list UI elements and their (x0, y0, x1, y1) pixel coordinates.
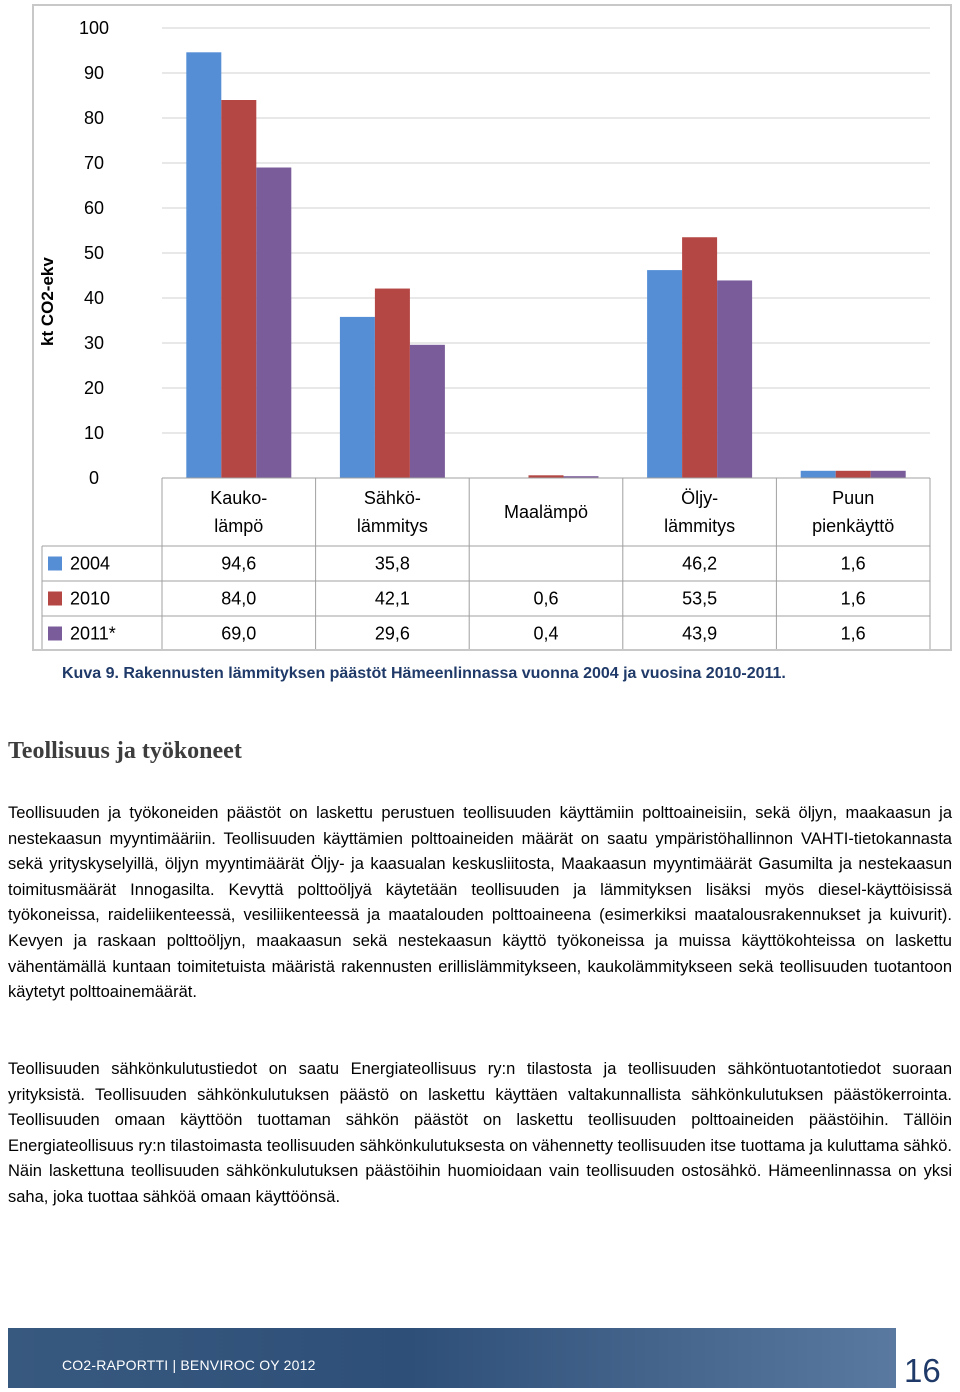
y-tick-label: 20 (83, 378, 105, 398)
y-tick-label: 70 (83, 153, 105, 173)
x-tick-label: Öljy- (681, 488, 719, 508)
data-label: 1,6 (840, 553, 866, 574)
bar (256, 168, 291, 479)
x-tick-label: lämmitys (664, 516, 736, 536)
bar-chart (34, 6, 950, 649)
y-tick-label: 50 (83, 243, 105, 263)
data-label: 42,1 (374, 588, 410, 609)
bar (647, 270, 682, 478)
y-axis-title: kt CO2-ekv (38, 257, 57, 346)
footer-text: CO2-RAPORTTI | BENVIROC OY 2012 (62, 1357, 316, 1373)
y-tick-label: 10 (83, 423, 105, 443)
bar (871, 471, 906, 478)
legend-label: 2004 (70, 553, 111, 574)
data-label: 0,4 (533, 623, 559, 644)
y-tick-label: 100 (78, 18, 110, 38)
data-label: 69,0 (221, 623, 257, 644)
legend-swatch (48, 557, 62, 571)
bar (375, 289, 410, 478)
data-label: 1,6 (840, 623, 866, 644)
legend-swatch (48, 592, 62, 606)
bar (410, 345, 445, 478)
data-label: 0,6 (533, 588, 559, 609)
legend-label: 2011* (70, 623, 116, 644)
data-label: 84,0 (221, 588, 257, 609)
bar (340, 317, 375, 478)
data-label: 94,6 (221, 553, 257, 574)
figure-caption: Kuva 9. Rakennusten lämmityksen päästöt Hämeenlinnassa vuonna 2004 ja vuosina 2010-2011. (62, 665, 786, 682)
y-tick-label: 40 (83, 288, 105, 308)
bar (801, 471, 836, 478)
data-label: 29,6 (374, 623, 410, 644)
data-label: 46,2 (682, 553, 718, 574)
y-tick-label: 60 (83, 198, 105, 218)
y-tick-label: 80 (83, 108, 105, 128)
x-tick-label: lämpö (214, 516, 264, 536)
chart-frame (32, 4, 952, 651)
paragraph-2: Teollisuuden sähkönkulutustiedot on saatu Energiateollisuus ry:n tilastosta ja teollisuuden sähköntuotantotiedot suoraan yrityksistä. Teollisuuden sähkönkulutuksen päästö on laskettu käyttäen valtakunnallista sähkönkulutuksen päästökerrointa. Teollisuuden omaan käyttöön tuottaman sähkön päästöt on laskettu teollisuuden polttoaineiden päästöihin. Tällöin Energiateollisuus ry:n tilastoimasta teollisuuden sähkönkulutuksesta on vähennetty teollisuuden itse tuottama ja kuluttama sähkö. Näin laskettuna teollisuuden sähkönkulutuksen päästöihin huomioidaan vain teollisuuden ostosähkö. Hämeenlinnassa on yksi saha, joka tuottaa sähköä omaan käyttöönsä. (8, 1060, 952, 1206)
bar (682, 237, 717, 478)
y-tick-label: 30 (83, 333, 105, 353)
x-tick-label: pienkäyttö (812, 516, 895, 536)
legend-label: 2010 (70, 588, 111, 609)
bar (186, 52, 221, 478)
x-tick-label: lämmitys (356, 516, 428, 536)
data-label: 1,6 (840, 588, 866, 609)
data-label: 53,5 (682, 588, 718, 609)
y-tick-label: 0 (88, 468, 100, 488)
page-number: 16 (904, 1352, 941, 1389)
paragraph-1: Teollisuuden ja työkoneiden päästöt on laskettu perustuen teollisuuden käyttämiin polttoaineisiin, sekä öljyn, maakaasun ja nestekaasun myyntimääriin. Teollisuuden käyttämien polttoaineiden määrät on saatu ympäristöhallinnon VAHTI-tietokannasta sekä yrityskyselyillä, öljyn myyntimäärät Öljy- ja kaasualan keskusliitosta, Maakaasun myyntimäärät Gasumilta ja nestekaasun toimitusmäärät Innogasilta. Kevyttä polttoöljyä käytetään teollisuuden ja lämmityksen lisäksi myös diesel-käyttöisissä työkoneissa, raideliikenteessä, vesiliikenteessä ja maatalouden polttoaineena (esimerkiksi maatalousrakennukset ja kuivurit). Kevyen ja raskaan polttoöljyn, maakaasun sekä nestekaasun käyttö työkoneissa ja muissa käyttökohteissa on laskettu vähentämällä kuntaan toimitetuista määristä rakennusten erillislämmitykseen, kaukolämmitykseen sekä teollisuuden tuotantoon käytetyt polttoainemäärät. (8, 804, 952, 1002)
x-tick-label: Maalämpö (503, 502, 589, 522)
x-tick-label: Sähkö- (363, 488, 421, 508)
x-tick-label: Puun (832, 488, 875, 508)
bar (717, 280, 752, 478)
section-heading: Teollisuus ja työkoneet (8, 738, 242, 764)
data-label: 43,9 (682, 623, 718, 644)
data-label: 35,8 (374, 553, 410, 574)
legend-swatch (48, 627, 62, 641)
bar (221, 100, 256, 478)
bar (836, 471, 871, 478)
y-tick-label: 90 (83, 63, 105, 83)
x-tick-label: Kauko- (210, 488, 268, 508)
